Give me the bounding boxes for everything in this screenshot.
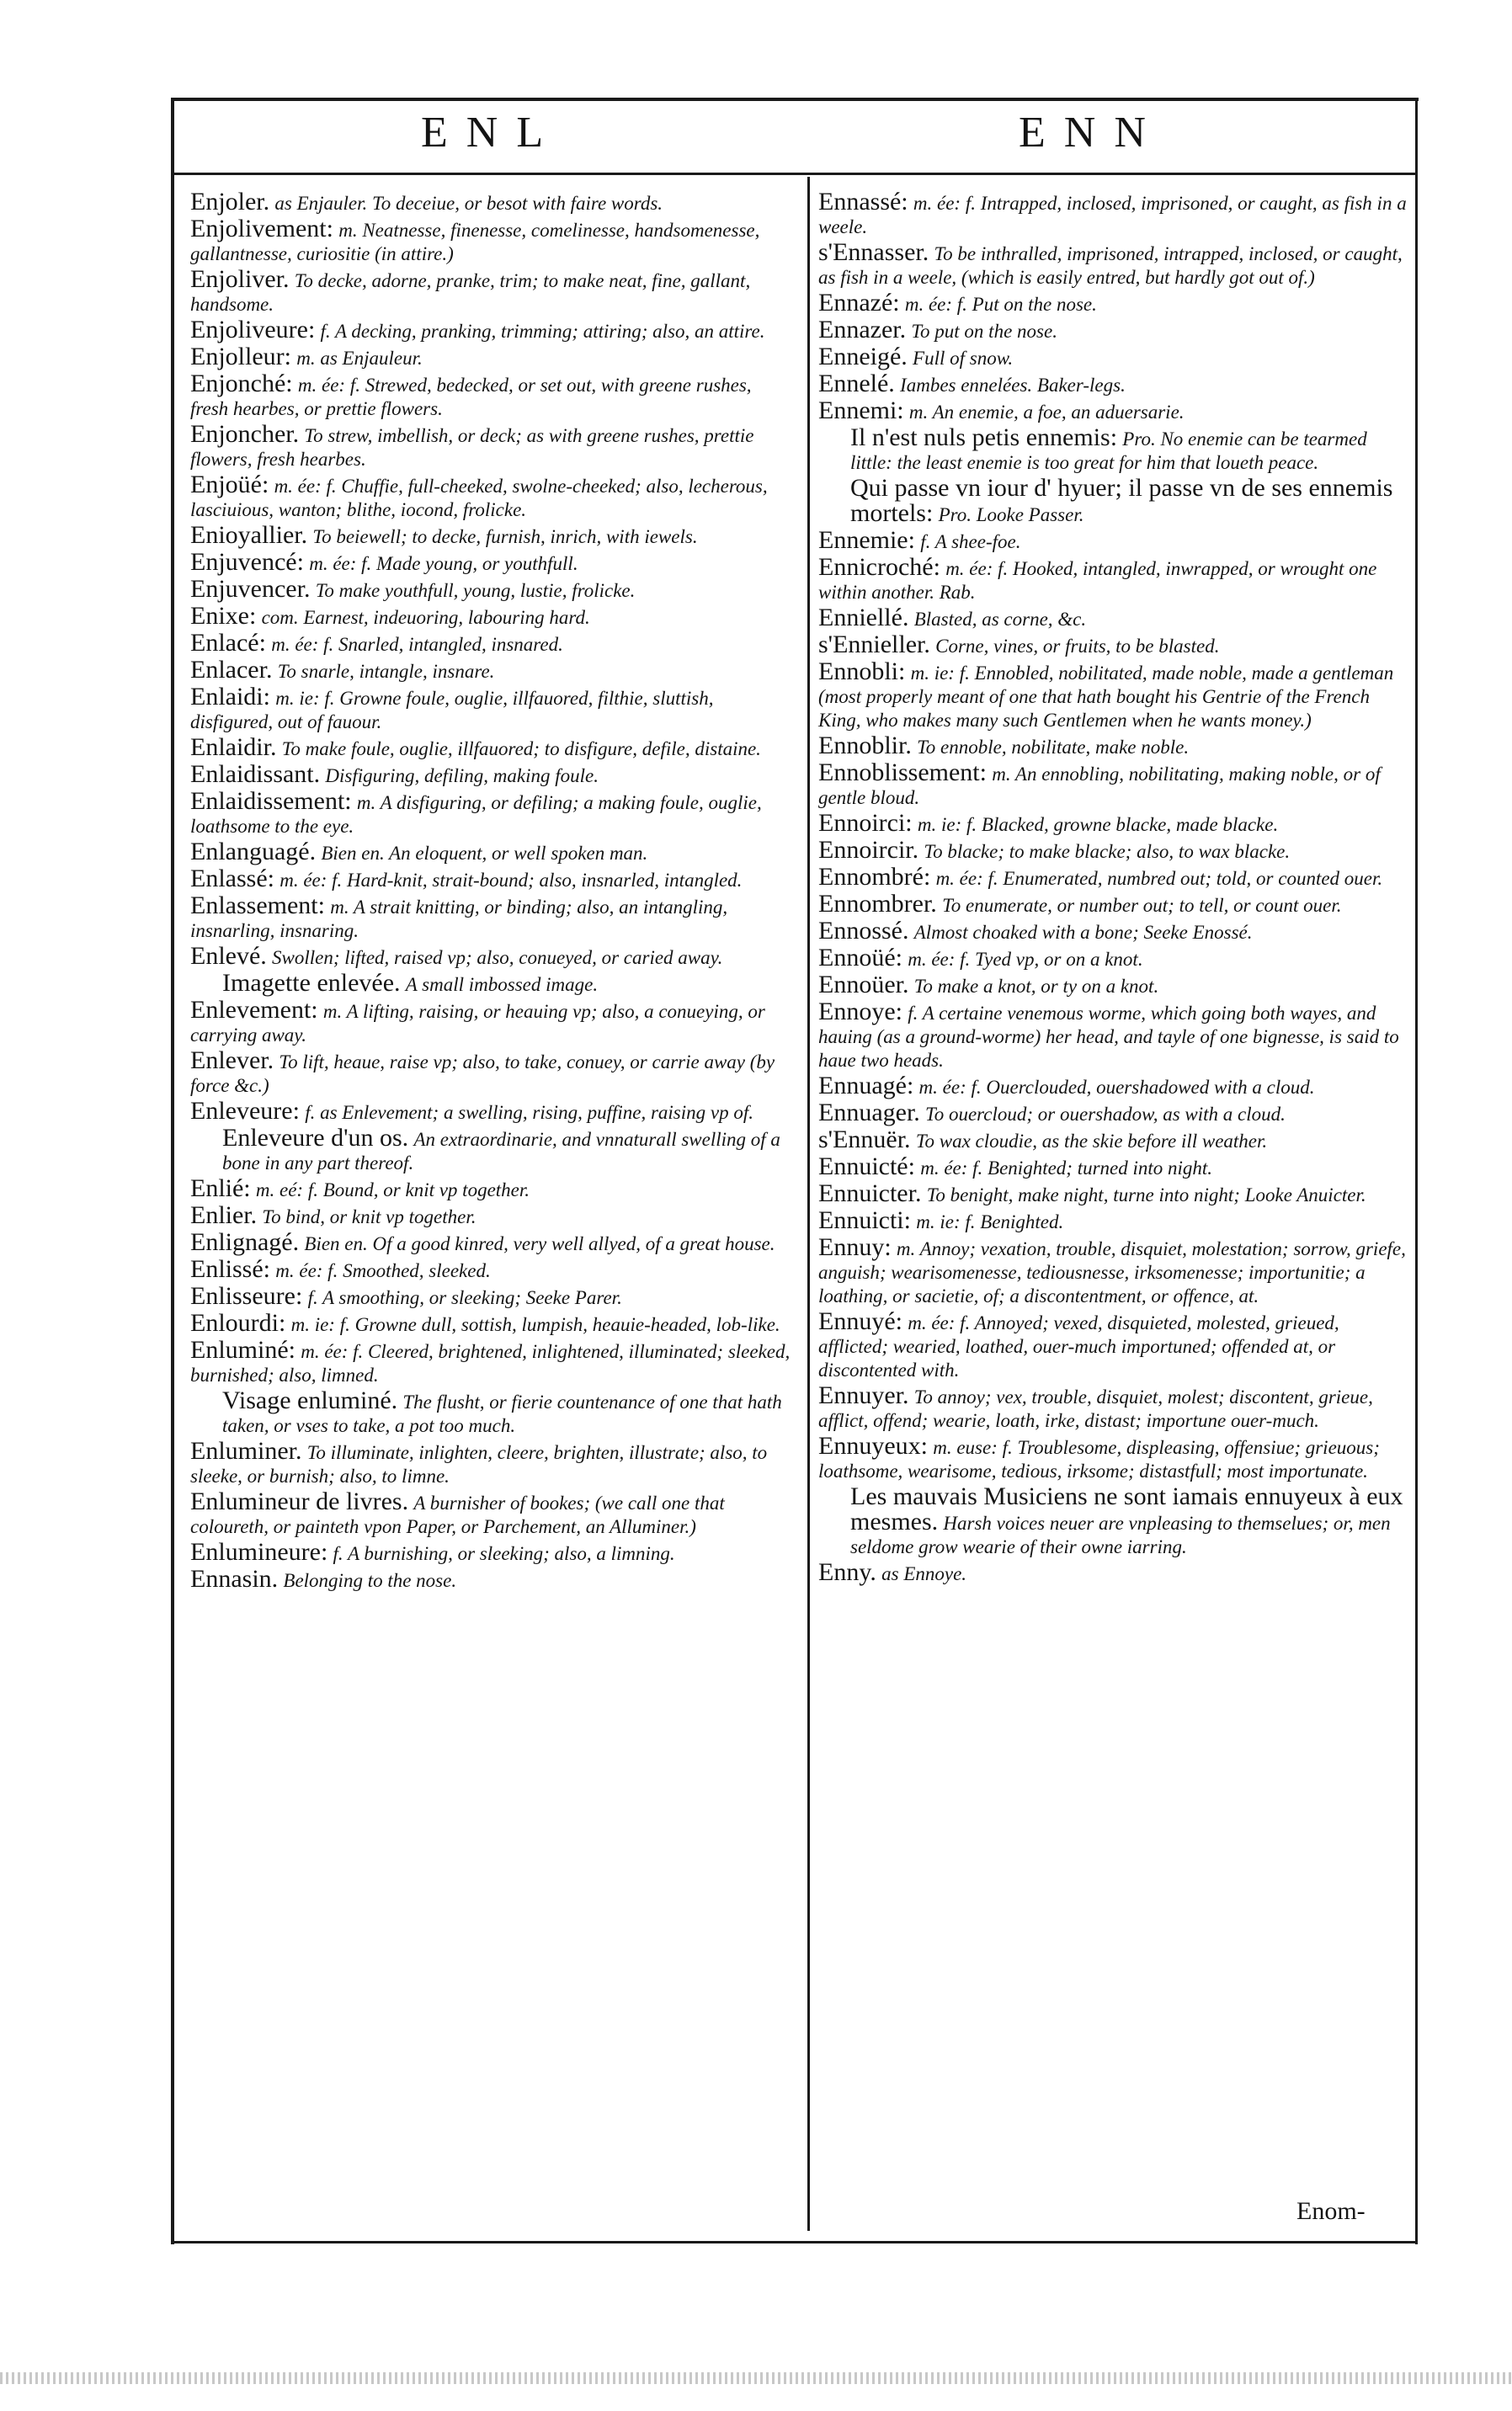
frame-left-rule (171, 98, 174, 2244)
entry-definition: f. A smoothing, or sleeking; Seeke Parer. (307, 1287, 622, 1308)
entry-headword: Enlever. (190, 1046, 274, 1074)
entry-headword: Enniellé. (818, 604, 909, 631)
entry-definition: An extraordinarie, and vnnaturall swelling of a bone in any part thereof. (222, 1129, 780, 1174)
entry-headword: Enneigé. (818, 343, 908, 370)
dictionary-entry (190, 372, 791, 421)
entry-headword: Enlevé. (190, 942, 267, 970)
column-divider (807, 177, 810, 2231)
entry-definition: A burnisher of bookes; (we call one that coloureth, or painteth vpon Paper, or Parchement, an Alluminer.) (190, 1493, 725, 1537)
entry-headword: Enluminé: (190, 1336, 295, 1364)
dictionary-entry (190, 1099, 791, 1125)
entry-headword: Qui passe vn iour d' hyuer; il passe vn de ses ennemis mortels: (850, 474, 1393, 527)
entry-definition: Full of snow. (913, 348, 1014, 369)
frame-right-rule (1415, 98, 1418, 2244)
dictionary-entry (818, 372, 1408, 397)
entry-headword: Ennoüé: (818, 944, 902, 971)
entry-definition: m. eé: f. Bound, or knit vp together. (255, 1179, 530, 1200)
catchword: Enom- (1296, 2197, 1366, 2225)
entry-definition: m. ée: f. Hooked, intangled, inwrapped, or wrought one within another. Rab. (818, 558, 1377, 603)
dictionary-entry (818, 633, 1408, 658)
entry-headword: Ennassé: (818, 188, 908, 216)
dictionary-entry (190, 760, 791, 788)
dictionary-entry (190, 1309, 791, 1337)
dictionary-entry (190, 1490, 791, 1539)
dictionary-entry (190, 265, 791, 317)
entry-headword: Les mauvais Musiciens ne sont iamais ennuyeux à eux mesmes. (850, 1482, 1403, 1535)
dictionary-entry (190, 1126, 791, 1175)
scan-edge-strip (0, 2372, 1512, 2384)
entry-headword: Ennuicté: (818, 1152, 915, 1180)
dictionary-entry (190, 787, 791, 838)
entry-headword: Ennasin. (190, 1565, 279, 1593)
dictionary-entry (190, 1228, 791, 1256)
entry-definition: Blasted, as corne, &c. (913, 609, 1087, 630)
entry-headword: Enjolivement: (190, 215, 333, 242)
entry-definition: Harsh voices neuer are vnpleasing to themselues; or, men seldome grow wearie of their owne iarring. (850, 1513, 1391, 1557)
entry-definition: Iambes ennelées. Baker-legs. (900, 375, 1126, 396)
entry-headword: Ennicroché: (818, 553, 940, 581)
entry-headword: Enlevement: (190, 996, 318, 1024)
entry-headword: Enlumineure: (190, 1538, 328, 1566)
dictionary-entry (818, 526, 1408, 554)
entry-headword: Enlaidi: (190, 683, 270, 711)
dictionary-entry (190, 658, 791, 684)
dictionary-entry (818, 734, 1408, 759)
entry-definition: To make a knot, or ty on a knot. (913, 976, 1159, 997)
entry-definition: m. ie: f. Growne foule, ouglie, illfauored, filthie, sluttish, disfigured, out of fauour. (190, 688, 714, 732)
entry-definition: m. ée: f. Intrapped, inclosed, imprisoned, or caught, as fish in a weele. (818, 193, 1407, 237)
dictionary-entry (818, 1381, 1408, 1433)
dictionary-entry (818, 1179, 1408, 1207)
entry-definition: To enumerate, or number out; to tell, or count ouer. (942, 895, 1342, 916)
entry-definition: m. A lifting, raising, or heauing vp; also, a conueying, or carrying away. (190, 1001, 765, 1046)
dictionary-entry (818, 1128, 1408, 1153)
entry-headword: Enjoliveure: (190, 316, 316, 343)
entry-headword: Enny. (818, 1558, 876, 1586)
entry-headword: Enjuvencé: (190, 548, 304, 576)
entry-definition: To decke, adorne, pranke, trim; to make neat, fine, gallant, handsome. (190, 270, 751, 315)
dictionary-entry (818, 476, 1408, 527)
entry-definition: m. ée: f. Enumerated, numbred out; told, or counted ouer. (935, 868, 1383, 889)
dictionary-entry (190, 604, 791, 630)
entry-headword: Enlanguagé. (190, 838, 317, 865)
entry-headword: Enlignagé. (190, 1228, 300, 1256)
dictionary-entry (818, 1233, 1408, 1308)
entry-headword: Enlaidissement: (190, 787, 352, 815)
entry-headword: Enixe: (190, 602, 257, 630)
dictionary-entry (818, 892, 1408, 918)
entry-definition: m. ée: f. Strewed, bedecked, or set out, with greene rushes, fresh hearbes, or prettie flowers. (190, 375, 752, 419)
frame-top-rule (173, 98, 1419, 101)
entry-definition: m. ie: f. Growne dull, sottish, lumpish, heauie-headed, lob-like. (290, 1314, 780, 1335)
entry-headword: Ennuyer. (818, 1381, 909, 1409)
entry-definition: f. A shee-foe. (920, 531, 1021, 552)
entry-definition: To make foule, ouglie, illfauored; to disfigure, defile, distaine. (281, 738, 761, 759)
dictionary-entry (190, 190, 791, 216)
dictionary-entry (818, 553, 1408, 604)
entry-definition: Swollen; lifted, raised vp; also, conueyed, or caried away. (272, 947, 723, 968)
entry-headword: Ennuagé: (818, 1072, 914, 1099)
running-head-right: ENN (1019, 109, 1164, 157)
entry-headword: Ennuicti: (818, 1206, 911, 1234)
entry-definition: To make youthfull, young, lustie, frolicke. (315, 580, 636, 601)
entry-headword: Ennelé. (818, 370, 895, 397)
entry-headword: Ennombrer. (818, 890, 937, 918)
entry-headword: Enlacer. (190, 656, 273, 684)
entry-definition: Pro. Looke Passer. (938, 504, 1084, 525)
entry-headword: Ennoirci: (818, 809, 913, 837)
entry-headword: Enlassé: (190, 865, 274, 892)
dictionary-entry (190, 1437, 791, 1488)
dictionary-entry (190, 942, 791, 970)
entry-definition: Corne, vines, or fruits, to be blasted. (935, 636, 1220, 657)
entry-headword: Il n'est nuls petis ennemis: (850, 423, 1118, 451)
entry-definition: m. ée: f. Cleered, brightened, inlightened, illuminated; sleeked, burnished; also, limned. (190, 1341, 791, 1386)
entry-headword: Ennuager. (818, 1099, 920, 1126)
dictionary-entry (190, 971, 791, 997)
entry-definition: To be inthralled, imprisoned, intrapped, inclosed, or caught, as fish in a weele, (which is easily entred, but hardly got out of.) (818, 243, 1403, 288)
dictionary-entry (190, 577, 791, 603)
entry-definition: Almost choaked with a bone; Seeke Enossé. (913, 922, 1253, 943)
entry-definition: m. ie: f. Ennobled, nobilitated, made noble, made a gentleman (most properly meant of one that hath bought his Gentrie of the French King, who makes many such Gentlemen when he wants money.) (818, 663, 1394, 731)
entry-headword: Ennazé: (818, 289, 900, 317)
entry-definition: m. ée: f. Smoothed, sleeked. (275, 1260, 491, 1281)
entry-definition: Bien en. Of a good kinred, very well allyed, of a great house. (304, 1233, 775, 1254)
dictionary-entry (818, 758, 1408, 810)
entry-headword: Enlisseure: (190, 1282, 303, 1310)
dictionary-entry (190, 1386, 791, 1438)
entry-definition: To blacke; to make blacke; also, to wax blacke. (924, 841, 1291, 862)
entry-headword: Ennemie: (818, 526, 915, 554)
entry-definition: f. A burnishing, or sleeking; also, a limning. (333, 1543, 675, 1564)
entry-definition: m. ée: f. Benighted; turned into night. (920, 1158, 1213, 1179)
entry-definition: f. A decking, pranking, trimming; attiring; also, an attire. (320, 321, 765, 342)
dictionary-entry (818, 1074, 1408, 1099)
dictionary-entry (190, 867, 791, 892)
dictionary-entry (818, 838, 1408, 864)
entry-definition: m. ie: f. Benighted. (916, 1211, 1064, 1232)
dictionary-entry (190, 548, 791, 576)
dictionary-entry (190, 1282, 791, 1310)
entry-definition: To annoy; vex, trouble, disquiet, molest; discontent, grieue, afflict, offend; wearie, loath, irke, distast; importune ouer-much. (818, 1386, 1373, 1431)
entry-definition: f. as Enlevement; a swelling, rising, puffine, raising vp of. (305, 1102, 753, 1123)
dictionary-entry (190, 891, 791, 943)
entry-headword: Enioyallier. (190, 521, 308, 549)
entry-definition: To beiewell; to decke, furnish, inrich, with iewels. (312, 526, 698, 547)
entry-headword: Visage enluminé. (222, 1386, 398, 1414)
dictionary-entry (190, 631, 791, 657)
entry-headword: Enlaidissant. (190, 760, 321, 788)
dictionary-entry (818, 973, 1408, 998)
entry-headword: Enjoncher. (190, 420, 300, 448)
entry-definition: m. Annoy; vexation, trouble, disquiet, molestation; sorrow, griefe, anguish; wearisomenesse, tediousnesse, irksomenesse; importunitie; a loathing, or sacietie, of; a discontentment, or offence, at. (818, 1238, 1406, 1307)
dictionary-entry (818, 345, 1408, 370)
header-rule (173, 173, 1417, 175)
entry-definition: To ouercloud; or ouershadow, as with a cloud. (925, 1104, 1286, 1125)
entry-definition: The flusht, or fierie countenance of one that hath taken, or vses to take, a pot too much. (222, 1392, 782, 1436)
dictionary-entry (818, 423, 1408, 475)
entry-headword: Enleveure: (190, 1097, 300, 1125)
dictionary-entry (818, 865, 1408, 891)
entry-definition: f. A certaine venemous worme, which going both wayes, and hauing (as a ground-worme) her head, and tayle of one bignesse, is said to haue two heads. (818, 1003, 1399, 1071)
entry-headword: Ennoblissement: (818, 758, 987, 786)
dictionary-entry (818, 190, 1408, 239)
entry-headword: Enjoler. (190, 188, 270, 216)
entry-definition: To strew, imbellish, or deck; as with greene rushes, prettie flowers, fresh hearbes. (190, 425, 754, 470)
dictionary-entry (818, 291, 1408, 317)
entry-definition: m. ée: f. Annoyed; vexed, disquieted, molested, grieued, afflicted; wearied, loathed, ouer-much importuned; offended at, or discontented with. (818, 1312, 1339, 1381)
dictionary-entry (190, 1567, 791, 1593)
entry-headword: Ennuicter. (818, 1179, 922, 1207)
dictionary-entry (190, 1201, 791, 1229)
entry-headword: Enjoüé: (190, 471, 269, 498)
entry-headword: Ennazer. (818, 316, 907, 343)
entry-headword: Ennoüer. (818, 971, 909, 998)
dictionary-entry (190, 521, 791, 549)
entry-definition: To bind, or knit vp together. (262, 1206, 476, 1227)
entry-definition: as Enjauler. To deceiue, or besot with faire words. (274, 193, 663, 214)
entry-definition: m. ée: f. Ouerclouded, ouershadowed with a cloud. (918, 1077, 1315, 1098)
entry-headword: Ennossé. (818, 917, 909, 945)
right-column (818, 190, 1408, 1588)
entry-definition: To benight, make night, turne into night; Looke Anuicter. (926, 1184, 1366, 1206)
entry-headword: Ennuyé: (818, 1307, 902, 1335)
dictionary-entry (818, 946, 1408, 971)
dictionary-entry (818, 1558, 1408, 1586)
dictionary-entry (190, 1336, 791, 1387)
entry-definition: To lift, heaue, raise vp; also, to take, conuey, or carrie away (by force &c.) (190, 1051, 775, 1096)
dictionary-entry (190, 1538, 791, 1566)
dictionary-entry (190, 217, 791, 266)
dictionary-entry (818, 1101, 1408, 1126)
entry-definition: m. Neatnesse, finenesse, comelinesse, handsomenesse, gallantnesse, curiositie (in attire.) (190, 220, 760, 264)
dictionary-entry (818, 1482, 1408, 1559)
dictionary-entry (818, 1307, 1408, 1382)
entry-definition: Belonging to the nose. (283, 1570, 457, 1591)
entry-definition: To wax cloudie, as the skie before ill weather. (915, 1131, 1268, 1152)
dictionary-entry (190, 318, 791, 343)
entry-headword: Enluminer. (190, 1437, 302, 1465)
entry-headword: Enjuvencer. (190, 575, 311, 603)
dictionary-entry (818, 1206, 1408, 1234)
dictionary-entry (190, 1255, 791, 1283)
dictionary-entry (190, 685, 791, 734)
dictionary-entry (818, 606, 1408, 631)
left-column (190, 190, 791, 1594)
entry-headword: Imagette enlevée. (222, 969, 401, 997)
dictionary-entry (190, 420, 791, 471)
entry-definition: A small imbossed image. (405, 974, 599, 995)
entry-headword: Ennombré: (818, 863, 931, 891)
entry-headword: s'Ennuër. (818, 1126, 911, 1153)
entry-headword: Ennoblir. (818, 732, 912, 759)
dictionary-entry (190, 733, 791, 761)
dictionary-entry (818, 1434, 1408, 1483)
entry-headword: Enlaidir. (190, 733, 277, 761)
entry-definition: To illuminate, inlighten, cleere, brighten, illustrate; also, to sleeke, or burnish; also, to limne. (190, 1442, 768, 1487)
entry-headword: s'Ennasser. (818, 238, 929, 266)
dictionary-entry (818, 919, 1408, 945)
entry-headword: Enleveure d'un os. (222, 1124, 409, 1152)
entry-definition: m. ée: f. Made young, or youthfull. (309, 553, 578, 574)
entry-definition: Pro. No enemie can be tearmed little: the least enemie is too great for him that loueth peace. (850, 428, 1367, 473)
dictionary-entry (818, 399, 1408, 424)
dictionary-entry (190, 1174, 791, 1202)
entry-headword: Enlacé: (190, 629, 266, 657)
entry-definition: m. ée: f. Put on the nose. (904, 294, 1097, 315)
entry-headword: Enjolleur: (190, 343, 291, 370)
entry-definition: com. Earnest, indeuoring, labouring hard. (261, 607, 590, 628)
entry-definition: To ennoble, nobilitate, make noble. (917, 737, 1190, 758)
entry-definition: m. ée: f. Snarled, intangled, insnared. (271, 634, 563, 655)
dictionary-entry (818, 1000, 1408, 1072)
dictionary-entry (190, 840, 791, 865)
entry-definition: Disfiguring, defiling, making foule. (325, 765, 599, 786)
entry-definition: m. ée: f. Tyed vp, or on a knot. (908, 949, 1143, 970)
entry-headword: Enjonché: (190, 370, 293, 397)
entry-definition: Bien en. An eloquent, or well spoken man. (321, 843, 648, 864)
dictionary-entry (818, 238, 1408, 290)
running-head-left: ENL (421, 109, 562, 157)
entry-definition: To put on the nose. (911, 321, 1057, 342)
entry-definition: m. An enemie, a foe, an aduersarie. (908, 402, 1185, 423)
frame-bottom-rule (173, 2241, 1417, 2243)
dictionary-entry (818, 318, 1408, 343)
dictionary-entry (818, 657, 1408, 732)
entry-definition: m. ée: f. Chuffie, full-cheeked, swolne-cheeked; also, lecherous, lasciuious, wanton; blithe, iocond, frolicke. (190, 476, 768, 520)
entry-headword: Ennoye: (818, 998, 902, 1025)
entry-headword: Enlier. (190, 1201, 258, 1229)
entry-headword: Enlassement: (190, 891, 325, 919)
dictionary-entry (818, 1152, 1408, 1180)
entry-definition: m. A disfiguring, or defiling; a making foule, ouglie, loathsome to the eye. (190, 792, 762, 837)
entry-headword: Ennoircir. (818, 836, 919, 864)
entry-headword: Enlourdi: (190, 1309, 286, 1337)
dictionary-entry (190, 998, 791, 1047)
dictionary-entry (190, 1046, 791, 1098)
entry-headword: Enjoliver. (190, 265, 290, 293)
dictionary-entry (818, 809, 1408, 837)
entry-headword: Ennobli: (818, 657, 906, 685)
entry-headword: Ennemi: (818, 397, 904, 424)
entry-definition: m. euse: f. Troublesome, displeasing, offensiue; grieuous; loathsome, wearisome, tedious, irksome; distastfull; most importunate. (818, 1437, 1380, 1482)
entry-definition: To snarle, intangle, insnare. (277, 661, 495, 682)
entry-headword: Ennuy: (818, 1233, 892, 1261)
entry-definition: as Ennoye. (881, 1563, 967, 1584)
entry-headword: Enlumineur de livres. (190, 1488, 409, 1515)
entry-headword: Enlié: (190, 1174, 251, 1202)
entry-definition: m. as Enjauleur. (296, 348, 423, 369)
dictionary-entry (190, 473, 791, 522)
entry-headword: Ennuyeux: (818, 1432, 928, 1460)
entry-definition: m. ie: f. Blacked, growne blacke, made blacke. (917, 814, 1279, 835)
entry-headword: s'Ennieller. (818, 631, 930, 658)
entry-definition: m. A strait knitting, or binding; also, an intangling, insnarling, insnaring. (190, 897, 728, 941)
entry-headword: Enlissé: (190, 1255, 270, 1283)
entry-definition: m. ée: f. Hard-knit, strait-bound; also, insnarled, intangled. (280, 870, 743, 891)
dictionary-entry (190, 345, 791, 370)
entry-definition: m. An ennobling, nobilitating, making noble, or of gentle bloud. (818, 764, 1381, 808)
